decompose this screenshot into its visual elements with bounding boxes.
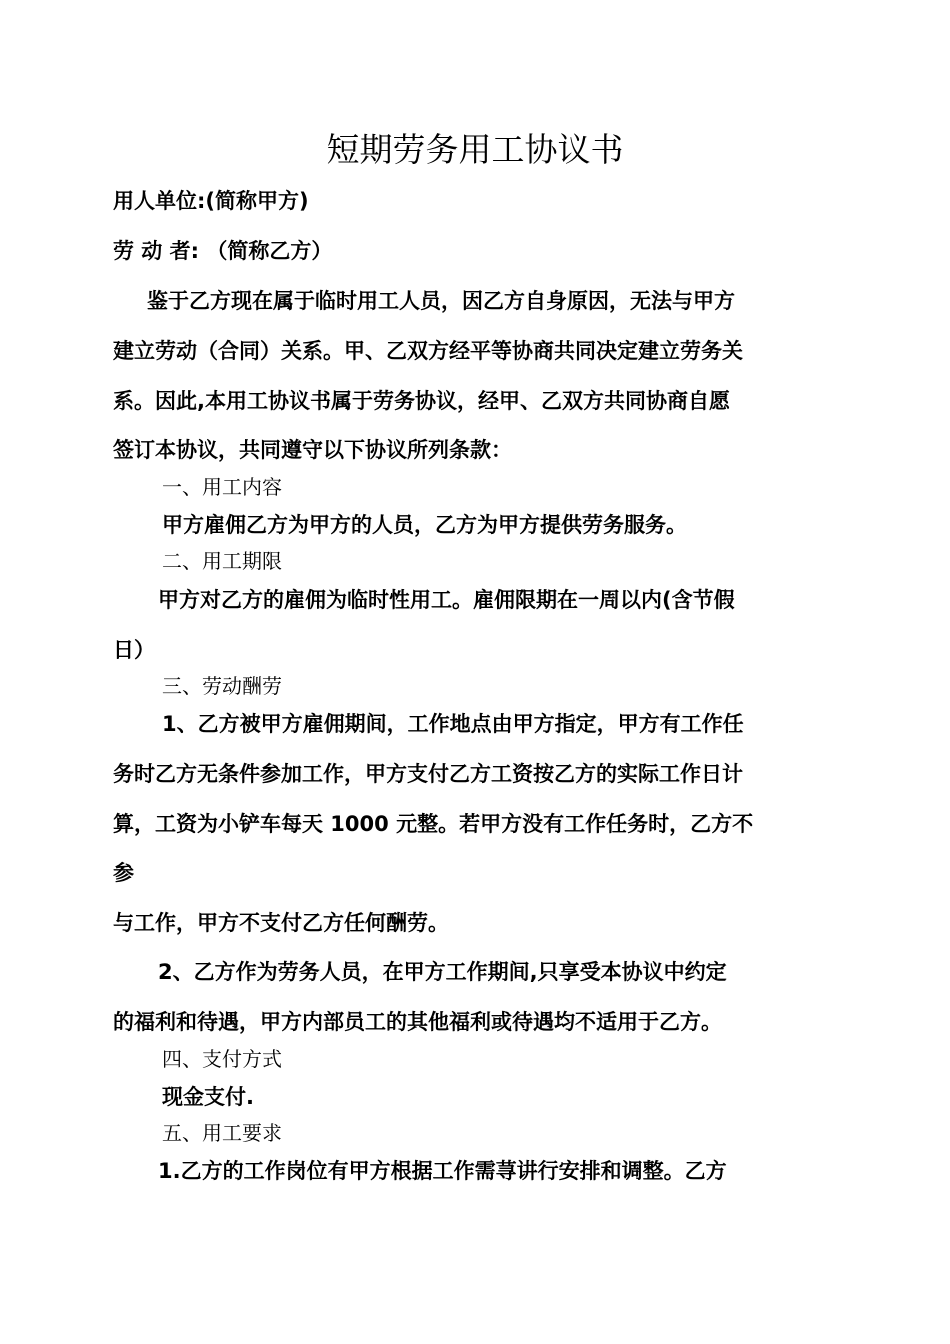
intro-line: 系。因此,本用工协议书属于劳务协议，经甲、乙双方共同协商自愿	[113, 389, 730, 413]
section-body: 甲方雇佣乙方为甲方的人员，乙方为甲方提供劳务服务。	[162, 513, 687, 537]
section-heading: 三、劳动酬劳	[162, 674, 282, 698]
section-body: 甲方对乙方的雇佣为临时性用工。雇佣限期在一周以内(含节假	[158, 588, 735, 612]
section-heading: 二、用工期限	[162, 549, 282, 573]
clause-line: 2、乙方作为劳务人员，在甲方工作期间,只享受本协议中约定	[158, 960, 727, 984]
clause-line: 1、乙方被甲方雇佣期间，工作地点由甲方指定，甲方有工作任	[162, 712, 744, 736]
intro-line: 建立劳动（合同）关系。甲、乙双方经平等协商共同决定建立劳务关	[113, 339, 743, 363]
employer-line: 用人单位:(简称甲方)	[113, 189, 309, 213]
intro-line: 签订本协议，共同遵守以下协议所列条款：	[113, 438, 512, 462]
section-heading: 四、支付方式	[162, 1047, 282, 1071]
document-title: 短期劳务用工协议书	[326, 130, 624, 169]
section-heading: 一、用工内容	[162, 475, 282, 499]
clause-line: 务时乙方无条件参加工作，甲方支付乙方工资按乙方的实际工作日计	[113, 762, 743, 786]
section-body: 1.乙方的工作岗位有甲方根据工作需荨讲行安排和调整。乙方	[158, 1159, 727, 1183]
intro-line: 鉴于乙方现在属于临时用工人员，因乙方自身原因，无法与甲方	[147, 289, 735, 313]
section-body: 日）	[113, 638, 155, 662]
clause-line: 与工作，甲方不支付乙方任何酬劳。	[113, 911, 449, 935]
clause-line: 的福利和待遇，甲方内部员工的其他福利或待遇均不适用于乙方。	[113, 1010, 722, 1034]
section-heading: 五、用工要求	[162, 1121, 282, 1145]
section-body: 现金支付.	[162, 1085, 254, 1109]
worker-line: 劳 动 者: （简称乙方）	[113, 239, 333, 263]
clause-line: 参	[113, 861, 134, 885]
clause-line: 算，工资为小铲车每天 1000 元整。若甲方没有工作任务时，乙方不	[113, 812, 754, 836]
